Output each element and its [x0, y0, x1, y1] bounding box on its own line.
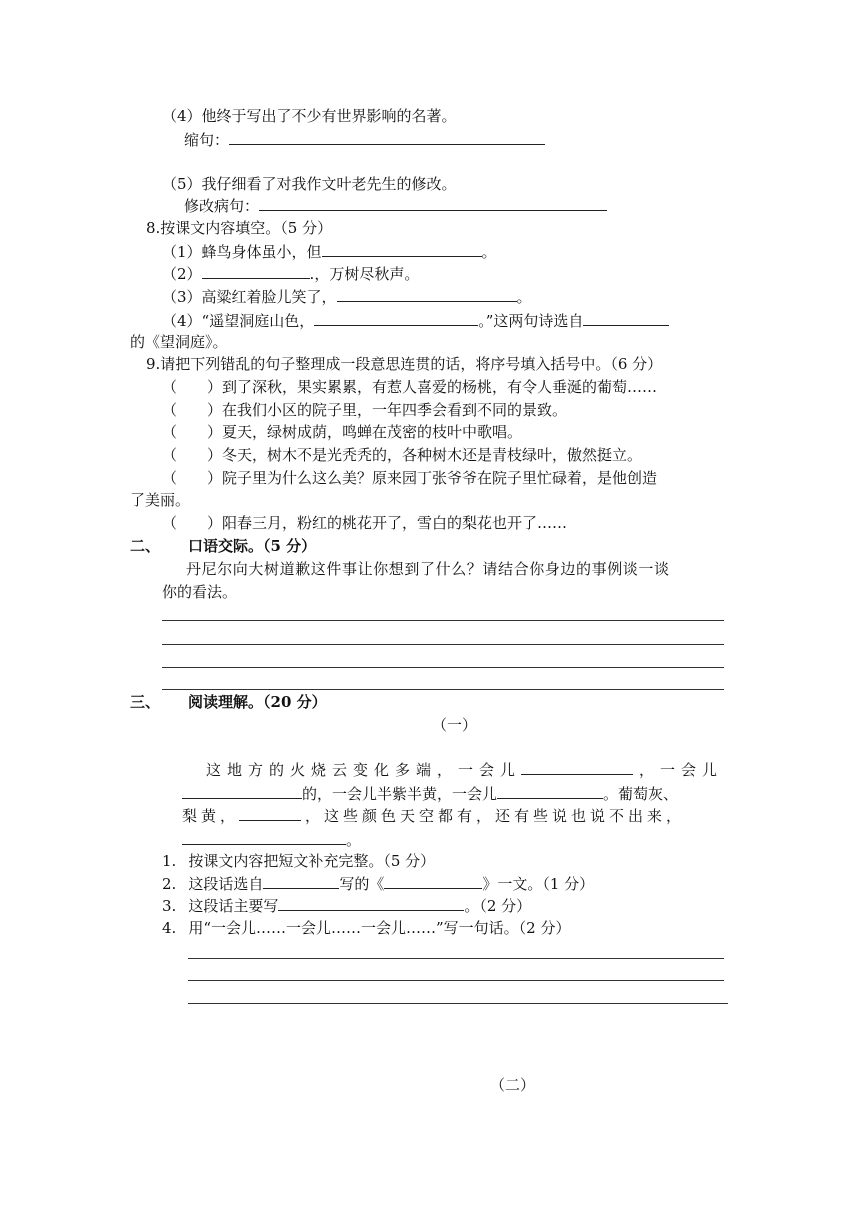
q9-item-6: （ ）阳春三月，粉红的桃花开了，雪白的梨花也开了……: [162, 514, 568, 532]
answer-line[interactable]: [188, 980, 724, 981]
question-text: 用“一会儿……一会儿……一会儿……”写一句话。（2 分）: [188, 919, 571, 937]
question-text: 按课文内容把短文补充完整。（5 分）: [188, 852, 436, 870]
section2-prompt-line1: 丹尼尔向大树道歉这件事让你想到了什么？请结合你身边的事例谈一谈: [186, 560, 670, 578]
q9-item-2: （ ）在我们小区的院子里，一年四季会看到不同的景致。: [162, 401, 568, 419]
q8-item3-blank[interactable]: [337, 287, 517, 302]
question-text: 这段话选自: [188, 875, 264, 893]
q9-item-5: （ ）院子里为什么这么美？原来园丁张爷爷在院子里忙碌着，是他创造: [162, 469, 658, 487]
q8-item2-blank[interactable]: [202, 264, 310, 279]
passage-blank5[interactable]: [182, 830, 346, 845]
q9-item-5-cont: 了美丽。: [130, 491, 191, 509]
q8-item4-cont: 的《望洞庭》。: [130, 333, 228, 351]
q8-item1-blank[interactable]: [322, 242, 482, 257]
q8-item1-end: 。: [481, 243, 497, 261]
passage-blank1[interactable]: [521, 760, 633, 775]
q8-item2-end: .，万树尽秋声。: [309, 265, 420, 283]
q9-item-1: （ ）到了深秋，果实累累，有惹人喜爱的杨桃，有令人垂涎的葡萄……: [162, 378, 658, 396]
passage-line2: [182, 784, 678, 804]
question-text: 。（2 分）: [464, 897, 532, 915]
q7-item4-sub-label: 缩句：: [184, 131, 230, 149]
section3-title: 阅读理解。（20 分）: [188, 693, 327, 711]
q7-item4-answer-row: [184, 130, 545, 150]
q7-item5-sub-label: 修改病句：: [184, 197, 260, 215]
q7-item5-answer-row: [184, 196, 607, 216]
passage-text: ，这些颜色天空都有，还有些说也说不出来，: [305, 807, 686, 825]
passage-blank3[interactable]: [497, 784, 603, 799]
q8-item3-text: （3）高粱红着脸儿笑了，: [162, 288, 337, 306]
q8-item1: [162, 242, 497, 262]
question-3: [162, 896, 531, 916]
question-num: 3.: [162, 897, 177, 915]
question-num: 4.: [162, 919, 177, 937]
question-text: 》一文。（1 分）: [482, 875, 595, 893]
question-1: [162, 851, 435, 871]
q8-item4-mid: 。”这两句诗选自: [478, 312, 584, 330]
question-4: [162, 918, 570, 938]
question-2-blank2[interactable]: [384, 874, 482, 889]
question-text: 写的《: [339, 875, 385, 893]
answer-line[interactable]: [162, 667, 724, 668]
question-num: 1.: [162, 852, 177, 870]
question-2: [162, 874, 594, 894]
answer-line[interactable]: [188, 958, 724, 959]
passage-line4: [182, 830, 361, 850]
section3-num: 三、: [130, 693, 161, 711]
passage-line3: [182, 806, 685, 826]
passage-text: 。: [346, 831, 362, 849]
q8-item2-text: （2）: [162, 265, 202, 283]
answer-line[interactable]: [188, 1003, 728, 1004]
q8-item4: [162, 311, 669, 331]
q8-title: 8.按课文内容填空。（5 分）: [146, 219, 333, 237]
section2-heading: [130, 536, 316, 556]
q8-item3: [162, 287, 532, 307]
passage-text: 的，一会儿半紫半黄，一会儿: [302, 785, 498, 803]
question-2-blank1[interactable]: [263, 874, 339, 889]
question-num: 2.: [162, 875, 177, 893]
q7-item4-text: （4）他终于写出了不少有世界影响的名著。: [162, 107, 457, 125]
q9-item-3: （ ）夏天，绿树成荫，鸣蝉在茂密的枝叶中歌唱。: [162, 423, 523, 441]
q8-item2: [162, 264, 419, 284]
passage-text: 梨黄，: [182, 807, 240, 825]
q8-item4-blank2[interactable]: [583, 311, 669, 326]
section2-title: 口语交际。（5 分）: [188, 537, 317, 555]
part2-label: （二）: [490, 1076, 536, 1094]
question-3-blank[interactable]: [278, 896, 464, 911]
passage-blank4[interactable]: [239, 806, 301, 821]
section3-heading: [130, 692, 327, 712]
section2-num: 二、: [130, 537, 161, 555]
q9-item-4: （ ）冬天，树木不是光秃秃的，各种树木还是青枝绿叶，傲然挺立。: [162, 446, 643, 464]
answer-line[interactable]: [162, 689, 724, 690]
passage-text: 。葡萄灰、: [603, 785, 679, 803]
passage-text: 这地方的火烧云变化多端，一会儿: [206, 761, 522, 779]
passage-blank2[interactable]: [182, 784, 302, 799]
answer-line[interactable]: [162, 620, 724, 621]
part1-label: （一）: [432, 716, 478, 734]
q8-item1-text: （1）蜂鸟身体虽小，但: [162, 243, 322, 261]
q9-title: 9.请把下列错乱的句子整理成一段意思连贯的话，将序号填入括号中。（6 分）: [146, 355, 663, 373]
q8-item4-blank1[interactable]: [314, 311, 478, 326]
passage-text: ，一会儿: [639, 761, 724, 779]
q7-item4-blank[interactable]: [229, 130, 545, 145]
passage-line1: [206, 760, 723, 780]
answer-line[interactable]: [162, 644, 724, 645]
q8-item4-text: （4）“遥望洞庭山色，: [162, 312, 315, 330]
q8-item3-end: 。: [516, 288, 532, 306]
question-text: 这段话主要写: [188, 897, 279, 915]
section2-prompt-line2: 你的看法。: [162, 583, 238, 601]
q7-item5-blank[interactable]: [259, 196, 607, 211]
q7-item5-text: （5）我仔细看了对我作文叶老先生的修改。: [162, 175, 457, 193]
